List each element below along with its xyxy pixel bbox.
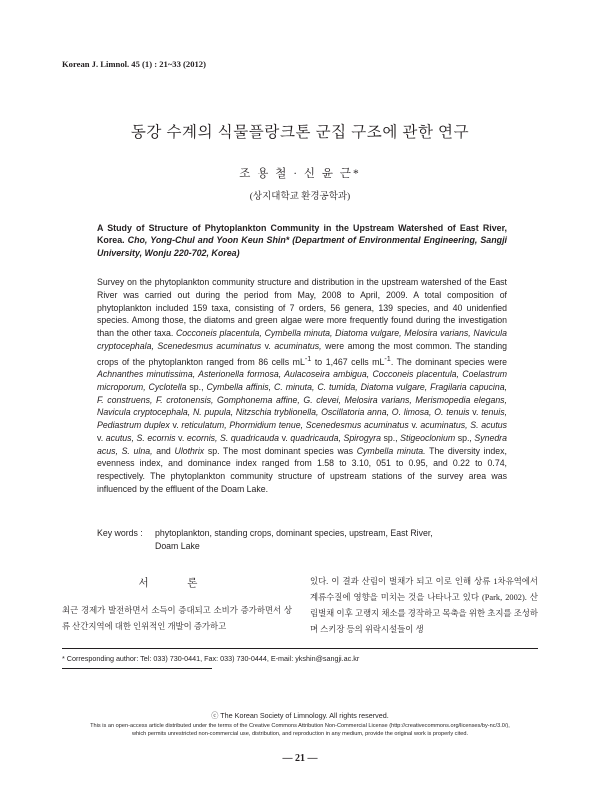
copyright-notice: ⓒ The Korean Society of Limnology. All rights reserved. [211, 711, 389, 720]
keywords [97, 527, 507, 552]
license-notice [40, 722, 560, 738]
variety-abbrev: v. [264, 340, 271, 351]
intro-right-column: 있다. 이 결과 산림이 벌채가 되고 이로 인해 상류 1차유역에서 계류수질에 영향을 미치는 것을 나타나고 있다 (Park, 2002). 산림벌채 이후 고랭지 채소를 경작하고 목축을 위한 초지를 조성하며 스키장 등의 위락시설들이 생 [310, 577, 538, 634]
keywords-line-2: Doam Lake [155, 540, 200, 551]
species-name: Stigeoclonium [400, 432, 456, 443]
variety-abbrev: v. [472, 407, 479, 418]
species-name: Cymbella affinis, C. minuta, C. tumida, Diatoma vulgare, Fragilaria capucina, F. construens, F. crotonensis, Gomphonema affine, G. clevei, Melosira varians, Merismopedia elegans, Navicula cryptocephala, N. pupula, Nitzschia tryblionella, Oscillatoria anna, O. limosa, O. tenuis [97, 381, 507, 418]
author-affiliation: (상지대학교 환경공학과) [249, 192, 351, 202]
page-number: — 21 — [282, 753, 318, 764]
abstract-text: were among the most common. The standing crops of the phytoplankton ranged from 86 cells mL [97, 340, 508, 367]
species-name: ecornis, S. quadricauda [186, 432, 280, 443]
superscript: -1 [384, 353, 391, 363]
abstract-text: sp., [383, 432, 398, 443]
abstract-text: sp., [189, 381, 204, 392]
abstract-text: sp., [457, 432, 472, 443]
species-name: Cymbella minuta. [356, 445, 426, 456]
species-name: Ulothrix [174, 445, 205, 456]
variety-abbrev: v. [281, 432, 288, 443]
paper-title-korean: 동강 수계의 식물플랑크톤 군집 구조에 관한 연구 [130, 124, 470, 141]
variety-abbrev: v. [411, 420, 418, 431]
variety-abbrev: v. [178, 432, 185, 443]
keywords-line-1: phytoplankton, standing crops, dominant species, upstream, East River, [155, 528, 433, 538]
species-name: quadricauda, Spirogyra [290, 432, 381, 443]
english-title-block [97, 222, 507, 259]
abstract [97, 276, 507, 496]
abstract-text: Survey on the phytoplankton community structure and distribution in the upstream watershed of the East River was carried out during the period from May, 2008 to April, 2009. A total composition of phytoplankton included 159 taxa, consisting of 7 orders, 56 genera, 139 species, and 40 unidenfied species. Among those, the diatoms and green algae were more frequently found during the investigation than the other taxa. [97, 277, 507, 338]
section-heading-introduction: 서 론 [138, 578, 216, 589]
keywords-label: Key words : [97, 528, 143, 538]
species-name: acutus, S. ecornis [105, 432, 176, 443]
species-name: Synedra acus, S. ulna, [97, 432, 507, 456]
footnote-divider [62, 648, 538, 649]
species-name: reticulatum, Phormidium tenue, Scenedesmus acuminatus [181, 420, 409, 431]
abstract-paragraph [97, 276, 507, 496]
journal-citation: Korean J. Limnol. 45 (1) : 21~33 (2012) [62, 59, 206, 69]
species-name: acuminatus, S. acutus [420, 420, 508, 431]
variety-abbrev: v. [172, 420, 179, 431]
species-name: tenuis, Pediastrum duplex [97, 407, 507, 431]
superscript: -1 [304, 353, 312, 363]
paper-title-english: A Study of Structure of Phytoplankton Community in the Upstream Watershed of East River, Korea. [97, 223, 507, 246]
abstract-text: to 1,467 cells mL [314, 356, 385, 367]
species-name: acuminatus, [274, 340, 322, 351]
license-line-1: This is an open-access article distributed under the terms of the Creative Commons Attribution Non-Commercial License (http://creativecommons.org/licenses/by-nc/3.0/), [90, 723, 510, 729]
license-line-2: which permits unrestricted non-commercial use, distribution, and reproduction in any medium, provide the original work is properly cited. [131, 731, 469, 738]
variety-abbrev: v. [97, 432, 104, 443]
corresponding-author-footnote: * Corresponding author: Tel: 033) 730-0441, Fax: 033) 730-0444, E-mail: ykshin@sangji.ac.kr [62, 654, 360, 663]
abstract-text: and [156, 445, 171, 456]
footnote-underline [62, 668, 212, 669]
abstract-text: . The dominant species were [390, 356, 507, 367]
species-name: Achnanthes minutissima, Asterionella formosa, Aulacoseira ambigua, Cocconeis placentula, Coelastrum microporum, Cyclotella [97, 369, 507, 392]
species-name: Cocconeis placentula, Cymbella minuta, Diatoma vulgare, Melosira varians, Navicula cryptocephala, Scenedesmus acuminatus [97, 328, 507, 351]
intro-left-column: 최근 경제가 발전하면서 소득이 증대되고 소비가 증가하면서 상류 산간지역에 대한 인위적인 개발이 증가하고 [62, 606, 292, 631]
abstract-text: sp. The most dominant species was [207, 445, 354, 456]
abstract-text: The diversity index, evenness index, and dominance index ranged from 1.58 to 3.10, 051 to 0.95, and 0.22 to 0.74, respectively. The phytoplankton community structure of upstream stations of the survey area was influenced by the effluent of the Doam Lake. [97, 445, 507, 494]
author-names-english: Cho, Yong-Chul and Yoon Keun Shin* (Department of Environmental Engineering, Sangji University, Wonju 220-702, Korea) [97, 235, 508, 258]
author-names-korean: 조 용 철 · 신 윤 근* [239, 168, 361, 180]
